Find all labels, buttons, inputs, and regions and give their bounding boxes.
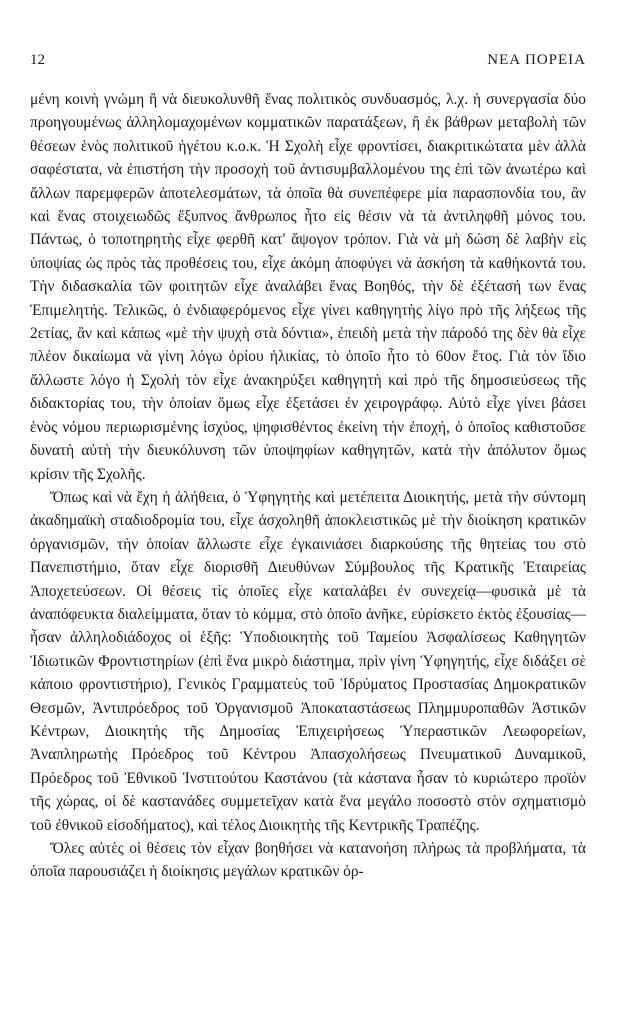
paragraph: Ὅλες αὐτὲς οἱ θέσεις τὸν εἶχαν βοηθήσει νὰ κατανοήση πλήρως τὰ προβλήματα, τὰ ὁποῖα παρουσιάζει ἡ διοίκησις μεγάλων κρατικῶν ὀρ- [30,840,586,881]
paragraph: Ὅπως καὶ νὰ ἔχη ἡ ἀλήθεια, ὁ Ὑφηγητὴς καὶ μετέπειτα Διοικητής, μετὰ τὴν σύντομη ἀκαδημαϊκὴ σταδιοδρομία του, εἶχε ἀσχοληθῆ ἀποκλειστικῶς μὲ τὴν διοίκηση κρατικῶν ὀργανισμῶν, τὴν ὁποίαν ἄλλωστε εἶχε ἐγκαινιάσει διαρκούσης τῆς θητείας του στὸ Πανεπιστήμιο, ὅταν εἶχε διορισθῆ Διευθύνων Σύμβουλος τῆς Κρατικῆς Ἑταιρείας Ἀποχετεύσεων. Οἱ θέσεις τὶς ὁποῖες εἶχε καταλάβει ἐν συνεχείᾳ—φυσικὰ μὲ τὰ ἀναπόφευκτα διαλείμματα, ὅταν τὸ κόμμα, στὸ ὁποῖο ἀνῆκε, εὑρίσκετο ἐκτὸς ἐξουσίας—ἦσαν ἀλληλοδιάδοχος οἱ ἑξῆς: Ὑποδιοικητὴς τοῦ Ταμείου Ἀσφαλίσεως Καθηγητῶν Ἰδιωτικῶν Φροντιστηρίων (ἐπὶ ἕνα μικρὸ διάστημα, πρὶν γίνη Ὑφηγητής, εἶχε διδάξει σὲ κάποιο φροντιστήριο), Γενικὸς Γραμματεὺς τοῦ Ἱδρύματος Προστασίας Δημοκρατικῶν Θεσμῶν, Ἀντιπρόεδρος τοῦ Ὀργανισμοῦ Ἀποκαταστάσεως Πλημμυροπαθῶν Ἀστικῶν Κέντρων, Διοικητὴς τῆς Δημοσίας Ἐπιχειρήσεως Ὑπεραστικῶν Λεωφορείων, Ἀναπληρωτὴς Πρόεδρος τοῦ Κέντρου Ἀπασχολήσεως Πνευματικοῦ Δυναμικοῦ, Πρόεδρος τοῦ Ἐθνικοῦ Ἰνστιτούτου Καστάνου (τὰ κάστανα ἦσαν τὸ κυριώτερο προϊὸν τῆς χώρας, οἱ δὲ καστανάδες συμμετεῖχαν κατὰ ἕνα μεγάλο ποσοστὸ στὸν σχηματισμὸ τοῦ ἐθνικοῦ εἰσοδήματος), καὶ τέλος Διοικητὴς τῆς Κεντρικῆς Τραπέζης. [30,488,586,834]
paragraph-continued: μένη κοινὴ γνώμη ἢ νὰ διευκολυνθῆ ἕνας πολιτικὸς συνδυασμός, λ.χ. ἡ συνεργασία δύο προηγουμένως ἀλληλομαχομένων κομματικῶν παρατάξεων, ἢ ἐκ βάθρων μεταβολὴ τῶν θέσεων ἑνὸς πολιτικοῦ ἡγέτου κ.ο.κ. Ἡ Σχολὴ εἶχε φροντίσει, διακριτικώτατα μὲν ἀλλὰ σαφέστατα, νὰ ἐπιστήση τὴν προσοχὴ τοῦ ἀντισυμβαλλομένου της ἐπὶ τῶν ἀνωτέρω καὶ ἄλλων παρεμφερῶν ἀποτελεσμάτων, τὰ ὁποῖα θὰ συνεπέφερε μία παρασπονδία του, ἂν καὶ ἕνας στοιχειωδῶς ἔξυπνος ἄνθρωπος ἦτο εἰς θέσιν νὰ τὰ ἀντιληφθῆ μόνος του. Πάντως, ὁ τοποτηρητὴς εἶχε φερθῆ κατ' ἄψογον τρόπον. Γιὰ νὰ μὴ δώση δὲ λαβὴν εἰς ὑποψίας ὡς πρὸς τὰς προθέσεις του, εἶχε ἀκόμη ἀποφύγει νὰ ἀσκήση τὰ καθήκοντά του. Τὴν διδασκαλία τῶν φοιτητῶν εἶχε ἀναλάβει ἕνας Βοηθός, τὴν δὲ ἐξέτασή των ἕνας Ἐπιμελητής. Τελικῶς, ὁ ἐνδιαφερόμενος εἶχε γίνει καθηγητὴς λίγο πρὸ τῆς λήξεως τῆς 2ετίας, ἂν καὶ κάπως «μὲ τὴν ψυχὴ στὰ δόντια», ἐπειδὴ μετὰ τὴν πάροδό της δὲν θὰ εἶχε πλέον δικαίωμα νὰ γίνη λόγω ὁρίου ἡλικίας, τὸ ὁποῖο ἦτο τὸ 60ον ἔτος. Γιὰ τὸν ἴδιο ἄλλωστε λόγο ἡ Σχολὴ τὸν εἶχε ἀνακηρύξει καθηγητὴ καὶ πρὸ τῆς δημοσιεύσεως τῆς διδακτορίας του, τὴν ὁποίαν ὅμως εἶχε ἐξετάσει ἐν χειρογράφῳ. Αὐτὸ εἶχε γίνει βάσει ἑνὸς νόμου περιωρισμένης ἰσχύος, ψηφισθέντος ἐκείνη τὴν ἐποχή, ὁ ὁποῖος καθιστοῦσε δυνατὴ αὐτὴ τὴν διευκόλυνση τῶν ὑποψηφίων καθηγητῶν, κατὰ τὴν ἀπόλυτον ὅμως κρίσιν τῆς Σχολῆς. [30,91,586,483]
page-number: 12 [30,52,45,68]
running-title: ΝΕΑ ΠΟΡΕΙΑ [487,52,586,68]
running-head [30,52,586,74]
book-page [30,52,586,884]
body-text [30,88,586,884]
